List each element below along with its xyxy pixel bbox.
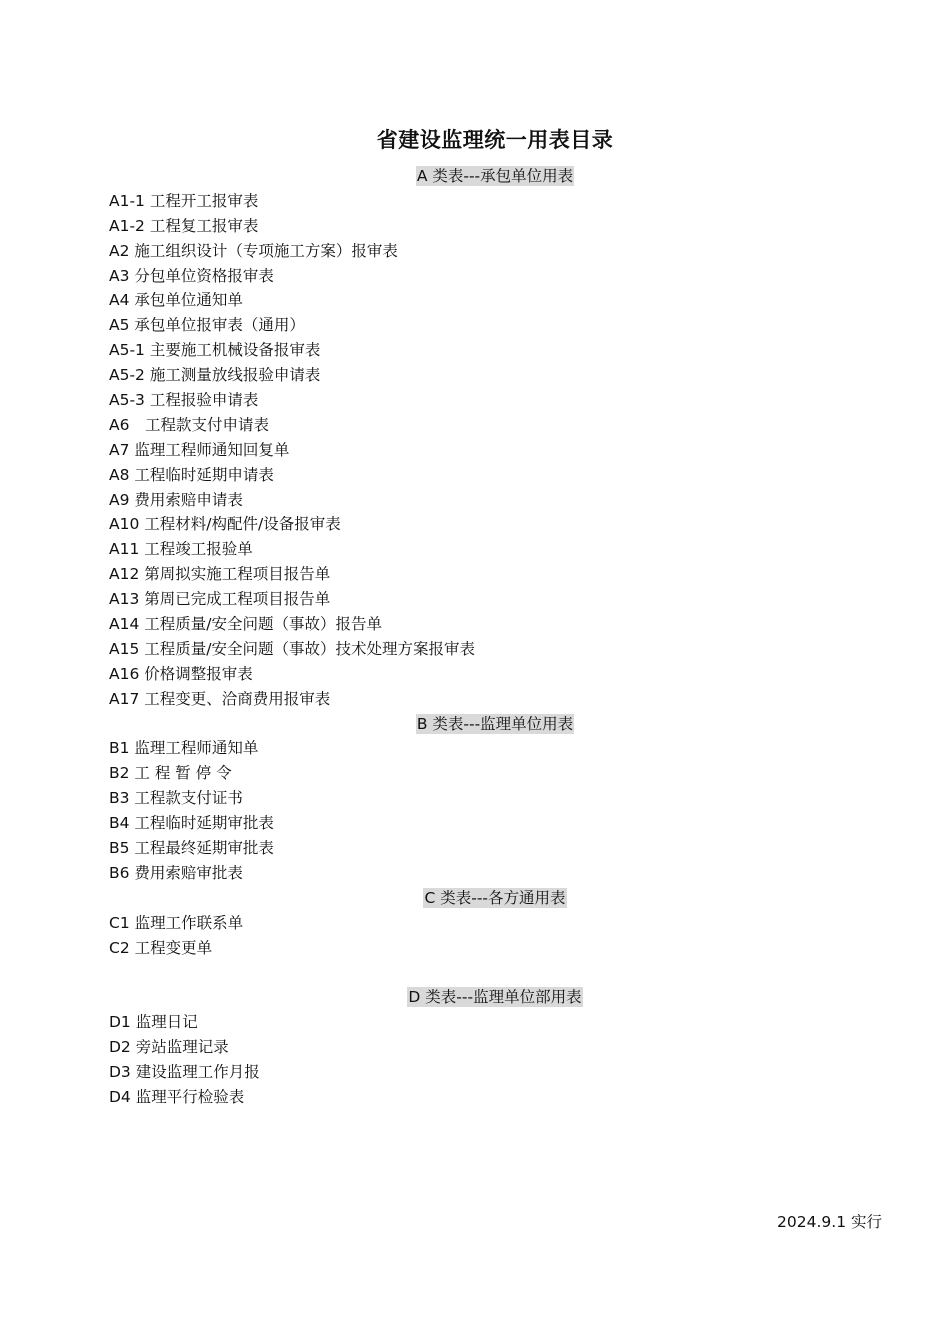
document-title: 省建设监理统一用表目录 (376, 128, 614, 152)
list-item: B6 费用索赔审批表 (109, 863, 243, 882)
list-item: A5-1 主要施工机械设备报审表 (109, 341, 321, 360)
list-item: A5-2 施工测量放线报验申请表 (109, 366, 321, 385)
list-item: B4 工程临时延期审批表 (109, 814, 274, 833)
list-item: B2 工 程 暂 停 令 (109, 764, 232, 783)
list-item: A14 工程质量/安全问题（事故）报告单 (109, 615, 382, 634)
list-item: A1-2 工程复工报审表 (109, 216, 259, 235)
list-item: A16 价格调整报审表 (109, 664, 253, 683)
list-item: A13 第周已完成工程项目报告单 (109, 590, 331, 609)
list-item: A10 工程材料/构配件/设备报审表 (109, 515, 341, 534)
list-item: A3 分包单位资格报审表 (109, 266, 274, 285)
section-spacer (109, 961, 899, 986)
list-item: C2 工程变更单 (109, 938, 213, 957)
list-item: A5 承包单位报审表（通用） (109, 316, 305, 335)
section-b-header: B 类表---监理单位用表 (416, 714, 574, 733)
list-item: A2 施工组织设计（专项施工方案）报审表 (109, 241, 398, 260)
list-item: B1 监理工程师通知单 (109, 739, 259, 758)
list-item: A5-3 工程报验申请表 (109, 391, 259, 410)
list-item: D2 旁站监理记录 (109, 1038, 229, 1057)
section-a-header: A 类表---承包单位用表 (416, 167, 574, 185)
list-item: A11 工程竣工报验单 (109, 540, 253, 559)
list-item: A17 工程变更、洽商费用报审表 (109, 689, 331, 708)
list-item: B5 工程最终延期审批表 (109, 839, 274, 858)
list-item: A7 监理工程师通知回复单 (109, 440, 290, 459)
list-item: A6 工程款支付申请表 (109, 415, 269, 434)
list-item: A1-1 工程开工报审表 (109, 191, 259, 210)
list-item: A12 第周拟实施工程项目报告单 (109, 565, 331, 584)
list-item: C1 监理工作联系单 (109, 913, 244, 932)
section-d-header: D 类表---监理单位部用表 (408, 988, 582, 1007)
catalog-list (109, 164, 899, 1110)
list-item: D4 监理平行检验表 (109, 1087, 245, 1106)
section-c-header: C 类表---各方通用表 (424, 888, 566, 907)
list-item: D3 建设监理工作月报 (109, 1063, 260, 1082)
list-item: A9 费用索赔申请表 (109, 490, 243, 509)
list-item: A4 承包单位通知单 (109, 291, 243, 310)
effective-date: 2024.9.1 实行 (777, 1213, 882, 1231)
list-item: A15 工程质量/安全问题（事故）技术处理方案报审表 (109, 639, 475, 658)
list-item: B3 工程款支付证书 (109, 789, 243, 808)
list-item: D1 监理日记 (109, 1013, 198, 1032)
list-item: A8 工程临时延期申请表 (109, 465, 274, 484)
